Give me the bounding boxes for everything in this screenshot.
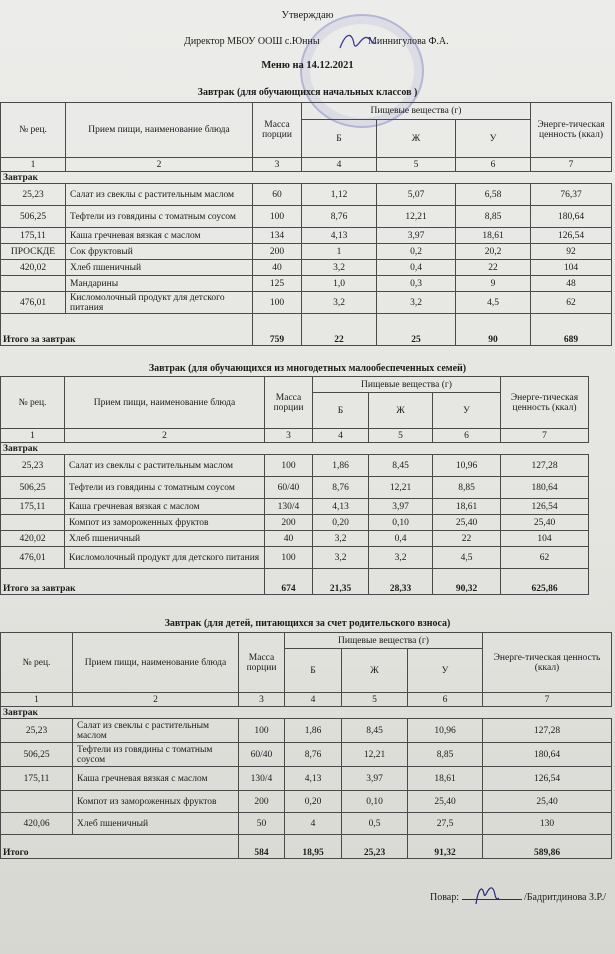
rec-number: 506,25 — [1, 743, 73, 767]
dish-name: Салат из свеклы с растительным маслом — [65, 455, 265, 477]
table3-title: Завтрак (для детей, питающихся за счет родительского взноса) — [164, 618, 451, 629]
carb-value: 27,5 — [408, 813, 483, 835]
energy-value: 130 — [483, 813, 612, 835]
table-row — [1, 791, 612, 813]
energy-value: 92 — [531, 244, 612, 260]
energy-value: 62 — [531, 292, 612, 314]
fat-value: 0,4 — [377, 260, 456, 276]
fat-value: 12,21 — [369, 477, 433, 499]
energy-value: 25,40 — [483, 791, 612, 813]
rec-number: ПРОСКДЕ — [1, 244, 66, 260]
protein-value: 4,13 — [302, 228, 377, 244]
table-row — [1, 477, 589, 499]
col-b: Б — [302, 120, 377, 158]
column-numbers: 1 2 3 4 5 6 7 — [1, 693, 612, 707]
rec-number: 420,06 — [1, 813, 73, 835]
table-row — [1, 813, 612, 835]
col-mass: Масса порции — [253, 103, 302, 158]
rec-number — [1, 515, 65, 531]
table1-total-row: Итого за завтрак 759 22 25 90 689 — [1, 314, 612, 346]
rec-number — [1, 791, 73, 813]
carb-value: 25,40 — [408, 791, 483, 813]
protein-value: 0,20 — [313, 515, 369, 531]
energy-value: 126,54 — [531, 228, 612, 244]
energy-value: 127,28 — [501, 455, 589, 477]
carb-value: 25,40 — [433, 515, 501, 531]
carb-value: 20,2 — [456, 244, 531, 260]
dish-name: Каша гречневая вязкая с маслом — [73, 767, 239, 791]
carb-value: 4,5 — [456, 292, 531, 314]
table-row — [1, 276, 612, 292]
rec-number: 25,23 — [1, 184, 66, 206]
col-u: У — [408, 649, 483, 693]
dish-name: Хлеб пшеничный — [73, 813, 239, 835]
fat-value: 0,3 — [377, 276, 456, 292]
column-numbers: 1 2 3 4 5 6 7 — [1, 429, 589, 443]
portion-mass: 200 — [239, 791, 285, 813]
rec-number: 506,25 — [1, 477, 65, 499]
menu-date: Меню на 14.12.2021 — [261, 60, 354, 71]
protein-value: 4,13 — [285, 767, 342, 791]
fat-value: 5,07 — [377, 184, 456, 206]
energy-value: 62 — [501, 547, 589, 569]
col-rec: № рец. — [1, 377, 65, 429]
fat-value: 12,21 — [377, 206, 456, 228]
dish-name: Тефтели из говядины с томатным соусом — [73, 743, 239, 767]
fat-value: 0,2 — [377, 244, 456, 260]
col-u: У — [433, 393, 501, 429]
menu-table-parental-fee — [0, 632, 612, 859]
carb-value: 4,5 — [433, 547, 501, 569]
energy-value: 104 — [531, 260, 612, 276]
dish-name: Тефтели из говядины с томатным соусом — [65, 477, 265, 499]
fat-value: 3,97 — [342, 767, 408, 791]
carb-value: 18,61 — [433, 499, 501, 515]
dish-name: Кисломолочный продукт для детского питания — [65, 547, 265, 569]
dish-name: Компот из замороженных фруктов — [73, 791, 239, 813]
protein-value: 1,12 — [302, 184, 377, 206]
col-name: Прием пищи, наименование блюда — [66, 103, 253, 158]
energy-value: 180,64 — [501, 477, 589, 499]
rec-number: 25,23 — [1, 719, 73, 743]
dish-name: Хлеб пшеничный — [65, 531, 265, 547]
dish-name: Каша гречневая вязкая с маслом — [65, 499, 265, 515]
col-b: Б — [285, 649, 342, 693]
portion-mass: 60 — [253, 184, 302, 206]
director-label: Директор МБОУ ООШ с.Юнны — [184, 36, 320, 47]
cook-signature — [472, 882, 502, 908]
dish-name: Кисломолочный продукт для детского питания — [66, 292, 253, 314]
col-zh: Ж — [377, 120, 456, 158]
protein-value: 1,86 — [285, 719, 342, 743]
portion-mass: 100 — [239, 719, 285, 743]
col-zh: Ж — [369, 393, 433, 429]
protein-value: 1,0 — [302, 276, 377, 292]
energy-value: 48 — [531, 276, 612, 292]
portion-mass: 130/4 — [265, 499, 313, 515]
col-energy: Энерге-тическая ценность (ккал) — [501, 377, 589, 429]
rec-number: 420,02 — [1, 260, 66, 276]
table-row — [1, 547, 589, 569]
col-rec: № рец. — [1, 103, 66, 158]
energy-value: 25,40 — [501, 515, 589, 531]
table-row — [1, 767, 612, 791]
protein-value: 1 — [302, 244, 377, 260]
dish-name: Салат из свеклы с растительным маслом — [66, 184, 253, 206]
portion-mass: 100 — [265, 547, 313, 569]
portion-mass: 100 — [253, 292, 302, 314]
carb-value: 8,85 — [408, 743, 483, 767]
fat-value: 3,2 — [377, 292, 456, 314]
col-mass: Масса порции — [239, 633, 285, 693]
carb-value: 8,85 — [456, 206, 531, 228]
protein-value: 8,76 — [285, 743, 342, 767]
table-row — [1, 515, 589, 531]
table1-title: Завтрак (для обучающихся начальных классов ) — [197, 87, 418, 98]
fat-value: 3,97 — [369, 499, 433, 515]
portion-mass: 40 — [253, 260, 302, 276]
rec-number: 476,01 — [1, 292, 66, 314]
rec-number: 175,11 — [1, 228, 66, 244]
meal-label: Завтрак — [1, 172, 612, 184]
portion-mass: 100 — [253, 206, 302, 228]
portion-mass: 134 — [253, 228, 302, 244]
col-energy: Энерге-тическая ценность (ккал) — [483, 633, 612, 693]
table-row — [1, 531, 589, 547]
protein-value: 3,2 — [313, 531, 369, 547]
table2-title: Завтрак (для обучающихся из многодетных малообеспеченных семей) — [148, 363, 467, 374]
table-row — [1, 260, 612, 276]
table3-total-row: Итого 584 18,95 25,23 91,32 589,86 — [1, 835, 612, 859]
table2-body — [1, 455, 589, 569]
col-nutrients: Пищевые вещества (г) — [302, 103, 531, 120]
col-rec: № рец. — [1, 633, 73, 693]
meal-label: Завтрак — [1, 443, 589, 455]
table-row — [1, 228, 612, 244]
protein-value: 8,76 — [302, 206, 377, 228]
fat-value: 0,5 — [342, 813, 408, 835]
carb-value: 6,58 — [456, 184, 531, 206]
energy-value: 126,54 — [501, 499, 589, 515]
carb-value: 10,96 — [433, 455, 501, 477]
menu-table-primary — [0, 102, 612, 346]
portion-mass: 60/40 — [265, 477, 313, 499]
cook-label: Повар: — [430, 892, 460, 903]
column-numbers: 1 2 3 4 5 6 7 — [1, 158, 612, 172]
dish-name: Хлеб пшеничный — [66, 260, 253, 276]
fat-value: 12,21 — [342, 743, 408, 767]
table-row — [1, 743, 612, 767]
meal-label: Завтрак — [1, 707, 612, 719]
energy-value: 180,64 — [483, 743, 612, 767]
dish-name: Тефтели из говядины с томатным соусом — [66, 206, 253, 228]
col-energy: Энерге-тическая ценность (ккал) — [531, 103, 612, 158]
energy-value: 126,54 — [483, 767, 612, 791]
col-nutrients: Пищевые вещества (г) — [285, 633, 483, 649]
fat-value: 8,45 — [369, 455, 433, 477]
carb-value: 10,96 — [408, 719, 483, 743]
approve-title: Утверждаю — [281, 10, 334, 21]
fat-value: 8,45 — [342, 719, 408, 743]
energy-value: 180,64 — [531, 206, 612, 228]
table-row — [1, 184, 612, 206]
portion-mass: 130/4 — [239, 767, 285, 791]
cook-name: /Бадритдинова З.Р./ — [524, 892, 607, 903]
table-row — [1, 244, 612, 260]
col-u: У — [456, 120, 531, 158]
cook-signature-line — [430, 892, 606, 903]
fat-value: 0,10 — [342, 791, 408, 813]
col-zh: Ж — [342, 649, 408, 693]
table3-body — [1, 719, 612, 835]
fat-value: 0,4 — [369, 531, 433, 547]
protein-value: 8,76 — [313, 477, 369, 499]
table-row — [1, 292, 612, 314]
table-row — [1, 499, 589, 515]
carb-value: 9 — [456, 276, 531, 292]
dish-name: Салат из свеклы с растительным маслом — [73, 719, 239, 743]
portion-mass: 50 — [239, 813, 285, 835]
col-name: Прием пищи, наименование блюда — [73, 633, 239, 693]
protein-value: 0,20 — [285, 791, 342, 813]
energy-value: 127,28 — [483, 719, 612, 743]
carb-value: 8,85 — [433, 477, 501, 499]
protein-value: 1,86 — [313, 455, 369, 477]
carb-value: 22 — [456, 260, 531, 276]
col-mass: Масса порции — [265, 377, 313, 429]
rec-number: 420,02 — [1, 531, 65, 547]
rec-number: 506,25 — [1, 206, 66, 228]
menu-table-large-families — [0, 376, 589, 595]
fat-value: 3,2 — [369, 547, 433, 569]
fat-value: 3,97 — [377, 228, 456, 244]
carb-value: 18,61 — [408, 767, 483, 791]
rec-number: 175,11 — [1, 767, 73, 791]
rec-number: 25,23 — [1, 455, 65, 477]
col-name: Прием пищи, наименование блюда — [65, 377, 265, 429]
dish-name: Мандарины — [66, 276, 253, 292]
carb-value: 22 — [433, 531, 501, 547]
dish-name: Сок фруктовый — [66, 244, 253, 260]
fat-value: 0,10 — [369, 515, 433, 531]
table-row — [1, 455, 589, 477]
protein-value: 4,13 — [313, 499, 369, 515]
energy-value: 104 — [501, 531, 589, 547]
portion-mass: 200 — [253, 244, 302, 260]
table-row — [1, 206, 612, 228]
rec-number: 175,11 — [1, 499, 65, 515]
protein-value: 3,2 — [313, 547, 369, 569]
director-signature — [338, 28, 378, 54]
director-name: Миннигулова Ф.А. — [368, 36, 449, 47]
col-b: Б — [313, 393, 369, 429]
table1-body — [1, 184, 612, 314]
portion-mass: 60/40 — [239, 743, 285, 767]
table-row — [1, 719, 612, 743]
dish-name: Компот из замороженных фруктов — [65, 515, 265, 531]
table2-total-row: Итого за завтрак 674 21,35 28,33 90,32 625,86 — [1, 569, 589, 595]
protein-value: 3,2 — [302, 292, 377, 314]
col-nutrients: Пищевые вещества (г) — [313, 377, 501, 393]
rec-number: 476,01 — [1, 547, 65, 569]
carb-value: 18,61 — [456, 228, 531, 244]
portion-mass: 125 — [253, 276, 302, 292]
portion-mass: 200 — [265, 515, 313, 531]
energy-value: 76,37 — [531, 184, 612, 206]
dish-name: Каша гречневая вязкая с маслом — [66, 228, 253, 244]
portion-mass: 100 — [265, 455, 313, 477]
portion-mass: 40 — [265, 531, 313, 547]
protein-value: 3,2 — [302, 260, 377, 276]
protein-value: 4 — [285, 813, 342, 835]
rec-number — [1, 276, 66, 292]
